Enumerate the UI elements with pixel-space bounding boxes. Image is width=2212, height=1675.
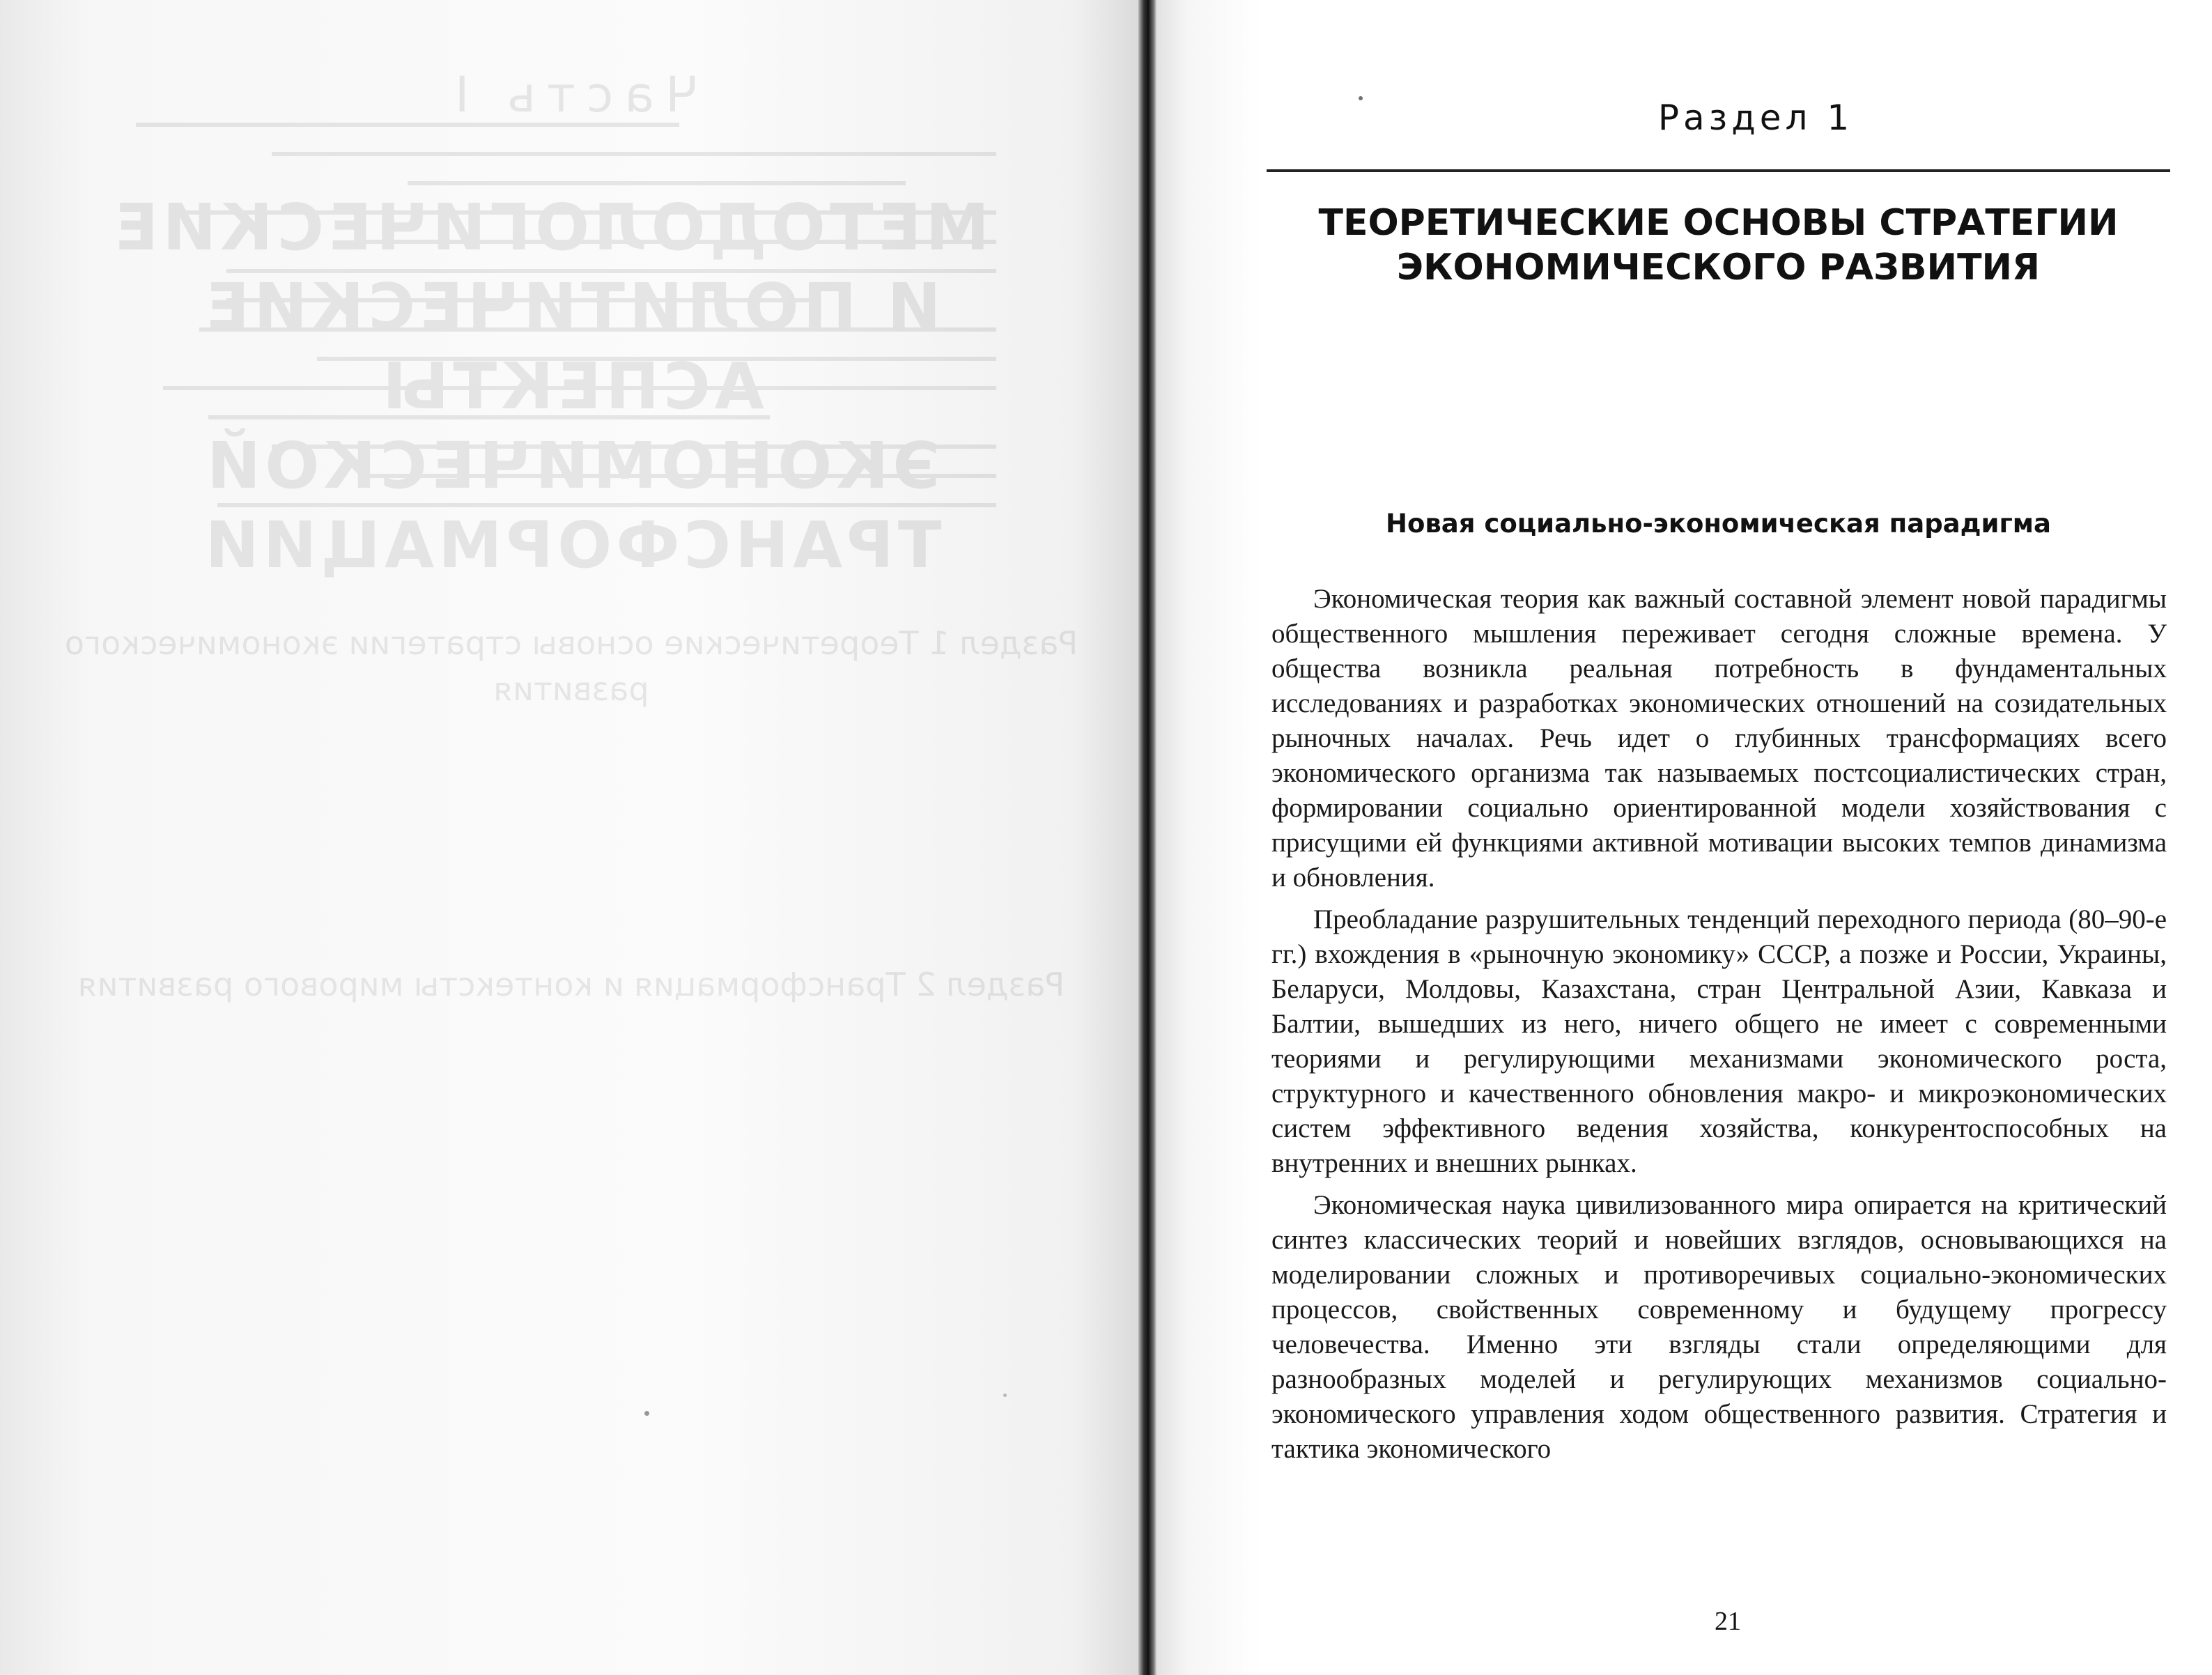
header-rule (1267, 169, 2170, 172)
body-text (1271, 582, 2167, 1474)
chapter-title: ТЕОРЕТИЧЕСКИЕ ОСНОВЫ СТРАТЕГИИ ЭКОНОМИЧЕСКОГО РАЗВИТИЯ (1318, 202, 2119, 288)
paragraph-1: Экономическая теория как важный составной элемент новой парадигмы общественного мышления переживает сегодня сложные времена. У общества возникла реальная потребность в фундаментальных исследованиях и разработках экономических отношений на созидательных рыночных началах. Речь идет о глубинных трансформациях всего экономического организма так называемых постсоциалистических стран, формировании социально ориентированной модели хозяйствования с присущими ей функциями активной мотивации высоких темпов динамизма и обновления. (1271, 584, 2167, 893)
section-label: Раздел 1 (1657, 98, 1854, 138)
paragraph-2: Преобладание разрушительных тенденций переходного периода (80–90-е гг.) вхождения в «рыночную экономику» СССР, а позже и России, Украины, Беларуси, Молдовы, Казахстана, стран Центральной Азии, Кавказа и Балтии, вышедших из него, ничего общего не имеет с современными теориями и регулирующими механизмами экономического роста, структурного и качественного обновления макро- и микроэкономических систем эффективного ведения хозяйства, конкурентоспособных на внутренних и внешних рынках. (1271, 904, 2167, 1178)
paper-speck (1359, 96, 1363, 100)
ghost-part-title: МЕТОДОЛОГИЧЕСКИЕ И ПОЛИТИЧЕСКИЕ АСПЕКТЫ ЭКОНОМИЧЕСКОЙ ТРАНСФОРМАЦИИ (110, 190, 989, 582)
paragraph-3: Экономическая наука цивилизованного мира опирается на критический синтез классических теорий и новейших взглядов, основывающихся на моделировании сложных и противоречивых социально-экономических процессов, свойственных современному и будущему прогрессу человечества. Именно эти взгляды стали определяющими для разнообразных моделей и регулирующих механизмов социально-экономического управления ходом общественного развития. Стратегия и тактика экономического (1271, 1190, 2167, 1464)
book-spine-gutter (1138, 0, 1157, 1675)
paper-speck (1003, 1394, 1007, 1397)
page-number: 21 (1715, 1607, 1741, 1636)
subheading: Новая социально-экономическая парадигма (1385, 509, 2051, 539)
paper-speck (644, 1411, 649, 1416)
ghost-part-label: Часть I (443, 66, 699, 123)
ghost-section-2: Раздел 2 Трансформация и контексты мирового развития (77, 966, 1065, 1003)
ghost-section-1: Раздел 1 Теоретические основы стратегии экономического развития (64, 624, 1078, 708)
